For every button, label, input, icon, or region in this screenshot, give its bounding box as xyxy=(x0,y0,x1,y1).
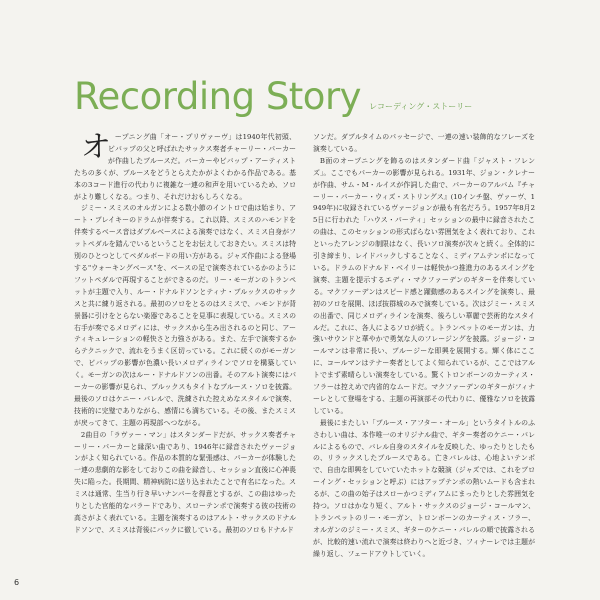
title-block xyxy=(74,75,473,118)
left-column xyxy=(74,132,296,576)
page-subtitle: レコーディング・ストーリー xyxy=(369,102,473,111)
right-paragraph-3: 最後にまたしい「ブルース・アフター・オール」というタイトルのふさわしい曲は、本作唯一のオリジナル曲で、ギター奏者のケニー・バレルによるもので、バレル自身のスタイルを反映した、ゆったりとしたもの、リラックスしたブルースである。亡きバレルは、心地よいテンポで、自由な即興をしていていたホットな競演（ジャズでは、これをブローイング・セッションと呼ぶ）にはアップテンポの熱いムードも含まれるが、この曲の始子はスローかつミディアムにまったりとした雰囲気を持つ。ソロはかなり短く、アルト・サックスのジョージ・コールマン、トランペットのリー・モーガン、トロンボーンのカーティス・フラー、オルガンのジミー・スミス、ギターのケニー・バレルの順で披露されるが、比較的速い流れで演奏は終わりへと近づき、フィナーレでは主題が繰り返し、フェードアウトしていく。 xyxy=(313,418,535,558)
page-number: 6 xyxy=(14,578,20,587)
left-paragraph-1 xyxy=(74,132,296,203)
left-paragraph-1-text: ープニング曲「オー・プリヴァーヴ」は1940年代初頭、ビバップの父と呼ばれたサックス奏者チャーリー・パーカーが作曲したブルースだ。パーカーやビバップ・アーティストたちの多くが、ブルースをどうとらえたかがよくわかる作品である。基本の3コード進行の代わりに複雑な一連の和声を用いているため、ソロがより難しくなる。つまり、それだけおもしろくなる。 xyxy=(74,133,296,201)
page-title: Recording Story xyxy=(74,75,362,118)
left-paragraph-3: 2曲目の「ラヴァー・マン」はスタンダードだが、サックス奏者チャーリー・パーカーと縁深い曲であり、1946年に録音されたヴァージョンがよく知られている。作品の本質的な緊張感は、パーカーが体験した一連の悲劇的な影をしておりこの曲を録音し、セッション直後に心神喪失に陥った。長期間、精神病院に送り込まれたことで有名になった。スミスは通常、生当り行き早いナンバーを得意とするが、この曲はゆったりとした官能的なバラードであり、スローテンポで演奏する彼の技術の高さがよく表れている。主題を演奏するのはアルト・サックスのドナルドソンで、スミスは背後にバックに徹している。最初のソロもドナルド xyxy=(74,430,296,534)
drop-cap: オ xyxy=(80,132,111,165)
right-paragraph-1: ソンだ。ダブルタイムのパッセージで、一連の速い装飾的なフレーズを演奏している。 xyxy=(313,133,535,153)
right-paragraph-2: B面のオープニングを飾るのはスタンダード曲「ジャスト・フレンズ」。ここでもパーカーの影響が見られる。1931年、ジョン・クレナーが作曲、サム・M・ルイスが作詞した曲で、パーカーのアルバム『チャーリー・パーカー・ウィズ・ストリングス』(10インチ盤、ヴァーヴ、1949年)に収録されているヴァージョンが最も有名だろう。1957年8月25日に行われた「ハウス・パーティ」セッションの最中に録音されたこの曲は、このセッションの形式ばらない雰囲気をよく表れており、これといったアレンジの制限はなく、長いソロ演奏が次々と続く。全体的に引き締まり、レイドバックしすることなく、ミディアムテンポになっている。ドラムのドナルド・ベイリーは軽快かつ推進力のあるスイングを演奏、主題を提示するエディ・マクファーデンのギターを伴奏している。マクファーデンはスピード感と躍動感のあるスイングを演奏し、最初のソロを展開、ほぼ抜群城のみで演奏している。次はジミー・スミスの出番で、同じメロディラインを演奏、後ろしい華麗で芸術的なスタイルだ。これに、各人によるソロが続く。トランペットのモーガンは、力強いサウンドと華やかで勇気な人のフレージングを披露。ジョージ・コールマンは非常に長い、ブルージーな即興を展開する。輝く体にここに、コールマンはテナー奏者としてよく知られているが、ここではアルトでまず素晴らしい演奏をしている。驚くトロンボーンのカーティス・フラーは控えめで内省的なムードだ。マクファーデンのギターがフィナーレとして登場をする、主題の再演部その代わりに、優雅なソロを披露している。 xyxy=(313,156,535,415)
right-column xyxy=(313,132,535,576)
left-paragraph-2: ジミー・スミスのオルガンによる数小節のイントロで曲は始まり、アート・ブレイキーのドラムが伴奏する。これ以降、スミスのハモンドを伴奏するベース音はダブルベースによる演奏ではなく、スミス自身がフットペダルを踏んでいるということをお伝えしておきたい。スミスは特別のひとつとしてペダルボードの用い方がある。ジャズ作曲による登場する"ウォーキングベース"を、ベースの足で演奏されているかのようにフットペダルで再現することができるのだ。リー・モーガンのトランペットが主題で入り、ルー・ドナルドソンとティナ・ブルックスのサックスと共に練り返される。最初のソロをとるのはスミスで、ハモンドが背景器に引けをとらない楽器であることを見事に表現している。スミスの右手が奏でるメロディには、サックスから生み出されるのと同じ、アーティキュレーションの軽快さと力強さがある。また、左手で演奏するからテクニックで、流れをうまく区切っている。これに続くのがモーガンで、ビバップの影響が色濃い長いメロディラインでソロを構築していく。モーガンの次はルー・ドナルドソンの出番。そのアルト演奏にはパーカーの影響が見られ、ブルックスもタイトなブルース・ソロを披露。最後のソロはケニー・バレルで、洗練された控えめなスタイルで演奏、技術的に完璧でありながら、感情にも満ちている。その後、またスミスが戻ってきて、主題の再現部へつながる。 xyxy=(74,204,296,427)
